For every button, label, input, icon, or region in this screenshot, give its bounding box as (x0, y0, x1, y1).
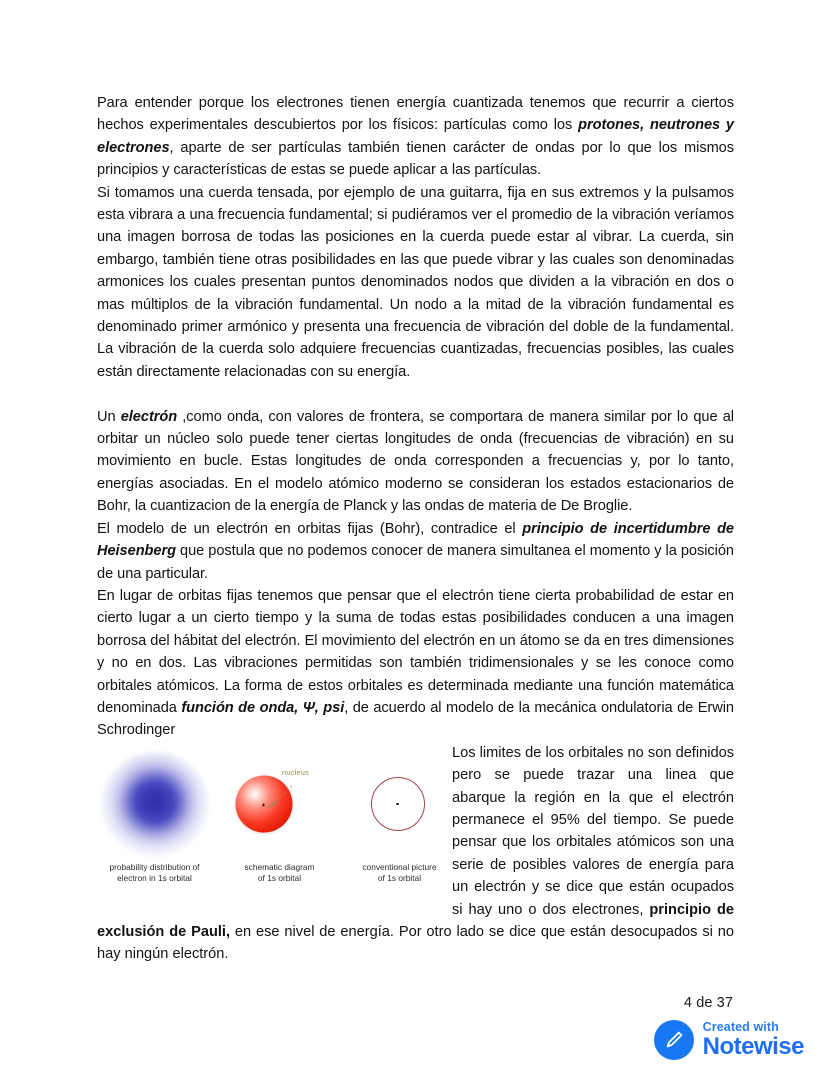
badge-brand-name: Notewise (702, 1032, 804, 1060)
nucleus-annotation-label: nucleus (282, 767, 309, 777)
schematic-sphere-art (222, 748, 337, 860)
electron-probability-cloud-icon (101, 752, 209, 856)
figure-2-caption-line-2: of 1s orbital (257, 872, 302, 883)
probability-cloud-art (97, 748, 212, 860)
figure-1-caption-line-2: electron in 1s orbital (117, 872, 192, 883)
figure-1-caption-line-1: probability distribution of (109, 861, 200, 872)
page-number: 4 de 37 (683, 995, 733, 1011)
figure-2-caption-line-1: schematic diagram (244, 861, 315, 872)
paragraph-4-text-lead: El modelo de un electrón en orbitas fijas (Bohr), contradice el (97, 520, 523, 537)
figure-1-caption (97, 862, 212, 884)
paragraph-gap (97, 383, 734, 405)
paragraph-5-text-lead: En lugar de orbitas fijas tenemos que pensar que el electrón tiene cierta probabilidad de estar en cierto lugar a un cierto tiempo y la suma de todas estas posibilidades conducen a una imagen borrosa del hábitat del electrón. El movimiento del electrón en un átomo se da en tres dimensiones y no en dos. Las vibraciones permitidas son también tridimensionales y se les conoce como orbitales atómicos. La forma de estos orbitales es determinada mediante una función matemática denominada (97, 587, 734, 716)
conventional-circle-art (342, 748, 457, 860)
paragraph-5-text-tail: , de acuerdo al modelo de la mecánica ondulatoria de Erwin Schrodinger (97, 699, 734, 739)
nucleus-dot-icon (262, 804, 265, 807)
paragraph-quantized-energy (97, 92, 734, 182)
paragraph-3-text-lead: Un (97, 408, 121, 425)
paragraph-3-emphasis: electrón (120, 408, 178, 425)
figure-schematic-diagram (222, 748, 337, 884)
notewise-badge-text (703, 1021, 804, 1059)
paragraph-6-text-tail: en ese nivel de energía. Por otro lado se dice que están desocupados si no hay ningún electrón. (97, 924, 734, 963)
paragraph-vibrating-string: Si tomamos una cuerda tensada, por ejemplo de una guitarra, fija en sus extremos y la pulsamos esta vibrara a una frecuencia fundamental; si pudiéramos ver el promedio de la vibración veríamos una imagen borrosa de todas las posiciones en la cuerda puede estar al vibrar. La cuerda, sin embargo, también tiene otras posibilidades en las que puede vibrar y las cuales son denominadas armonices los cuales presentan puntos denominados nodos que dividen a la vibración en dos o mas múltiplos de la vibración fundamental. Un nodo a la mitad de la vibración fundamental es denominado primer armónico y presenta una frecuencia de vibración del doble de la fundamental. La vibración de la cuerda solo adquiere frecuencias cuantizadas, frecuencias posibles, las cuales están directamente relacionadas con su energía. (97, 184, 734, 380)
paragraph-6-emphasis: principio de exclusión de Pauli, (97, 901, 735, 941)
paragraph-heisenberg (97, 518, 734, 585)
figure-strip-1s-orbital (97, 748, 442, 908)
paragraph-1-emphasis: protones, neutrones y electrones (97, 117, 734, 156)
pencil-circle-icon (654, 1020, 694, 1060)
figure-conventional-picture (342, 748, 457, 884)
document-body (97, 92, 734, 966)
paragraph-3-text-tail: ,como onda, con valores de frontera, se comportara de manera similar por lo que al orbitar un núcleo solo puede tener ciertas longitudes de onda (frecuencias de vibración) en su movimiento en bucle. Estas longitudes de onda corresponden a frecuencias y, por lo tanto, energías asociadas. En el modelo atómico moderno se consideran los estados estacionarios de Bohr, la cuantizacion de la energía de Planck y las ondas de materia de De Broglie. (97, 408, 734, 515)
badge-created-with-label: Created with (702, 1020, 779, 1035)
paragraph-4-emphasis: principio de incertidumbre de Heisenberg (97, 520, 734, 560)
paragraph-5-emphasis: función de onda, Ψ, psi (181, 699, 345, 716)
paragraph-4-text-tail: que postula que no podemos conocer de manera simultanea el momento y la posición de una particular. (97, 543, 734, 582)
figure-2-caption (222, 862, 337, 884)
notewise-watermark-badge[interactable] (654, 1020, 804, 1060)
paragraph-orbital-limits (97, 742, 734, 966)
paragraph-1-text-lead: Para entender porque los electrones tienen energía cuantizada tenemos que recurrir a ciertos hechos experimentales descubiertos por los físicos: partículas como los (97, 95, 734, 134)
paragraph-wave-function (97, 585, 734, 742)
figure-probability-distribution (97, 748, 212, 884)
nucleus-point-icon (396, 803, 398, 805)
figure-3-caption-line-1: conventional picture (362, 861, 437, 872)
paragraph-electron-wave (97, 406, 734, 518)
paragraph-1-text-tail: , aparte de ser partículas también tienen carácter de ondas por lo que los mismos principios y características de estas se puede aplicar a las partículas. (97, 139, 734, 179)
figure-3-caption-line-2: of 1s orbital (377, 872, 422, 883)
paragraph-6-text-lead: Los limites de los orbitales no son definidos pero se puede trazar una linea que abarque la región en la que el electrón permanece el 95% del tiempo. Se puede pensar que los orbitales atómicos son una serie de posibles valores de energía para un electrón y se dice que están ocupados si hay uno o dos electrones, (452, 744, 734, 918)
orbital-outline-circle-icon (371, 777, 425, 831)
figure-3-caption (342, 862, 457, 884)
